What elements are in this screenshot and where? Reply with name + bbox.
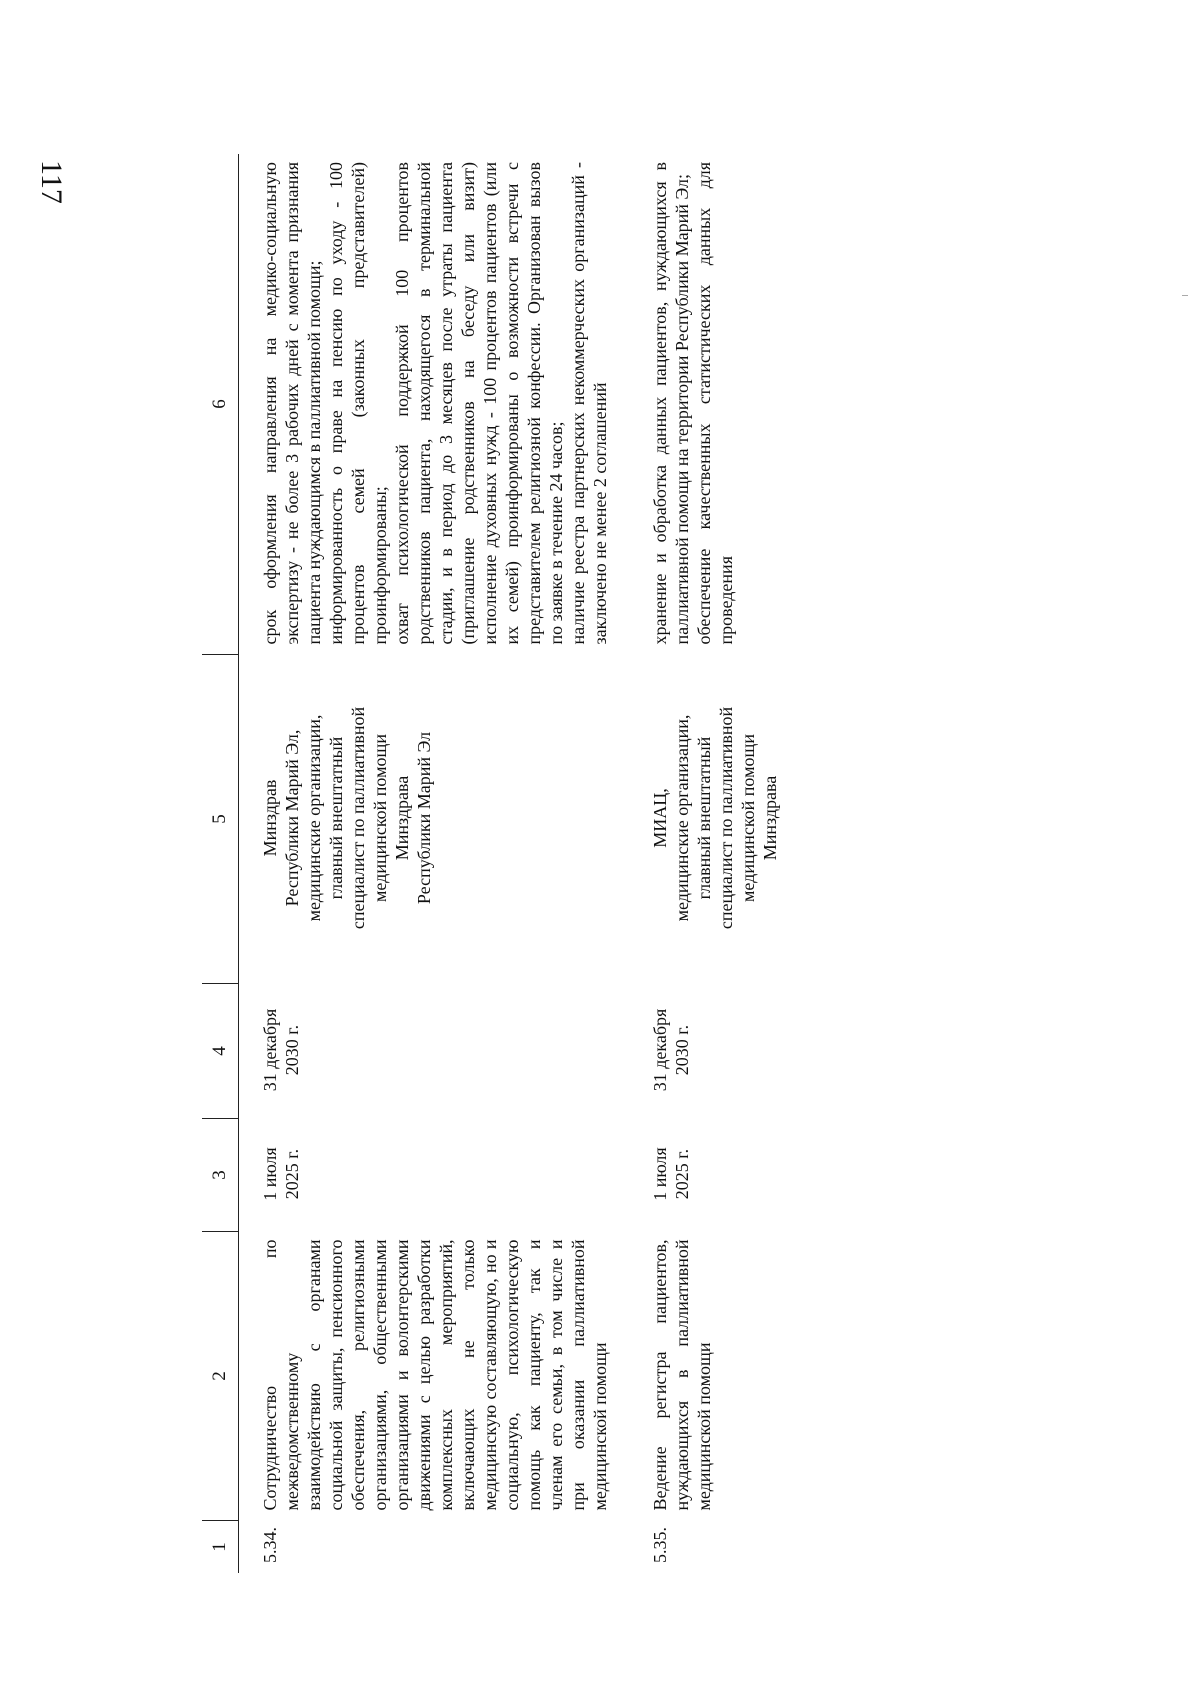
column-number-6: 6 bbox=[202, 154, 239, 655]
table-row bbox=[629, 154, 799, 1573]
end-date-cell: 31 декабря 2030 г. bbox=[260, 1008, 302, 1092]
start-date-cell: 1 июля 2025 г. bbox=[650, 1147, 692, 1201]
results-cell bbox=[629, 154, 799, 655]
column-number-row bbox=[202, 154, 239, 1573]
result-item: охват психологической поддержкой 100 процентов родственников пациента, находящегося в терминальной стадии, и в период до 3 месяцев после утраты пациента (приглашение родственников на беседу или визит) исполнение духовных нужд - 100 процентов пациентов (или их семей) проинформированы о возможности встречи с представителем религиозной конфессии. Организован вызов по заявке в течение 24 часов; bbox=[392, 162, 566, 645]
result-item: обеспечение качественных статистических данных для проведения bbox=[694, 162, 736, 645]
column-number-5: 5 bbox=[202, 655, 239, 984]
row-number: 5.34. bbox=[260, 1527, 280, 1563]
rotated-table-container bbox=[202, 159, 1062, 1573]
activity-cell: Сотрудничество по межведомственному взаимодействию с органами социальной защиты, пенсионного обеспечения, религиозными организациями, общественными организациями и волонтерскими движениями с целью разработки комплексных мероприятий, включающих не только медицинскую составляющую, но и социальную, психологическую помощь как пациенту, так и членам его семьи, в том числе и при оказании паллиативной медицинской помощи bbox=[260, 1239, 610, 1511]
column-number-1: 1 bbox=[202, 1521, 239, 1574]
page-number: 117 bbox=[35, 160, 68, 204]
start-date-cell: 1 июля 2025 г. bbox=[260, 1147, 302, 1201]
end-date-cell: 31 декабря 2030 г. bbox=[650, 1008, 692, 1092]
scan-edge-mark bbox=[1182, 295, 1188, 296]
action-plan-table bbox=[202, 154, 799, 1573]
activity-cell: Ведение регистра пациентов, нуждающихся в паллиативной медицинской помощи bbox=[650, 1239, 714, 1511]
result-item: хранение и обработка данных пациентов, нуждающихся в паллиативной помощи на территории Республики Марий Эл; bbox=[650, 162, 692, 645]
results-cell bbox=[239, 154, 630, 655]
result-item: наличие реестра партнерских некоммерческих организаций - заключено не менее 2 соглашений bbox=[568, 162, 610, 645]
column-number-4: 4 bbox=[202, 984, 239, 1119]
responsible-cell: Минздрав Республики Марий Эл, медицинские организации, главный внештатный специалист по паллиативной медицинской помощи Минздрава Республики Марий Эл bbox=[260, 706, 434, 930]
result-item: информированность о праве на пенсию по уходу - 100 процентов семей (законных представителей) проинформированы; bbox=[326, 162, 390, 645]
table-row bbox=[239, 154, 630, 1573]
column-number-3: 3 bbox=[202, 1119, 239, 1232]
result-item: срок оформления направления на медико-социальную экспертизу - не более 3 рабочих дней с момента признания пациента нуждающимся в паллиативной помощи; bbox=[260, 162, 324, 645]
responsible-cell: МИАЦ, медицинские организации, главный внештатный специалист по паллиативной медицинской помощи Минздрава bbox=[650, 706, 780, 930]
row-number: 5.35. bbox=[650, 1527, 670, 1563]
column-number-2: 2 bbox=[202, 1232, 239, 1521]
